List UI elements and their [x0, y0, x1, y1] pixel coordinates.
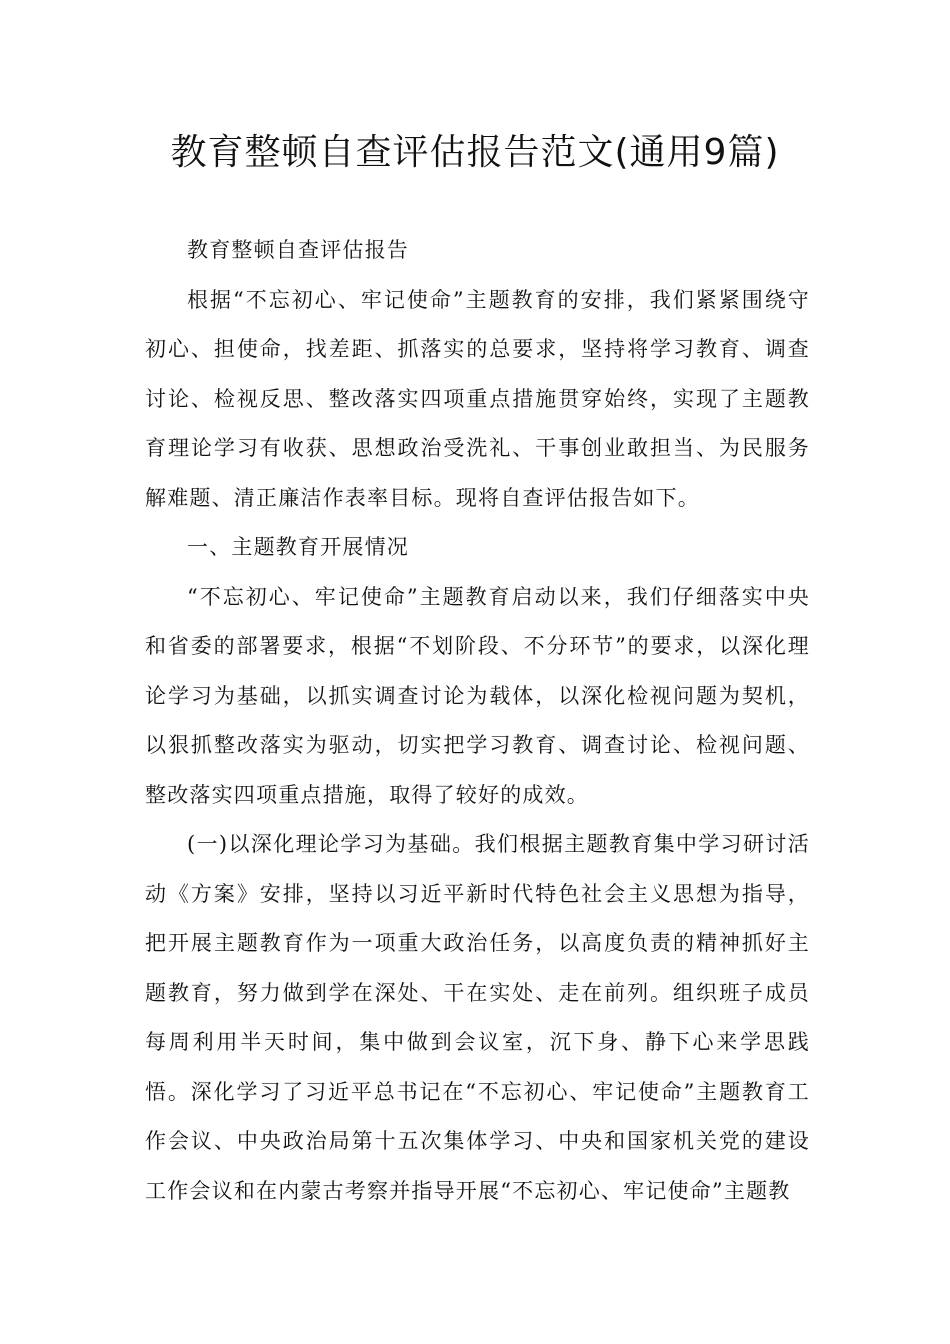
paragraph-theory-study: (一)以深化理论学习为基础。我们根据主题教育集中学习研讨活动《方案》安排，坚持以习近平新时代特色社会主义思想为指导，把开展主题教育作为一项重大政治任务，以高度负责的精神抓好主题教育，努力做到学在深处、干在实处、走在前列。组织班子成员每周利用半天时间，集中做到会议室，沉下身、静下心来学思践悟。深化学习了习近平总书记在“不忘初心、牢记使命”主题教育工作会议、中央政治局第十五次集体学习、中央和国家机关党的建设工作会议和在内蒙古考察并指导开展“不忘初心、牢记使命”主题教 [145, 832, 810, 1203]
document-title: 教育整顿自查评估报告范文(通用9篇) [170, 132, 780, 173]
paragraph-intro: 根据“不忘初心、牢记使命”主题教育的安排，我们紧紧围绕守初心、担使命，找差距、抓落实的总要求，坚持将学习教育、调查讨论、检视反思、整改落实四项重点措施贯穿始终，实现了主题教育理论学习有收获、思想政治受洗礼、干事创业敢担当、为民服务解难题、清正廉洁作表率目标。现将自查评估报告如下。 [145, 287, 810, 510]
paragraph-overview: “不忘初心、牢记使命”主题教育启动以来，我们仔细落实中央和省委的部署要求，根据“不划阶段、不分环节”的要求，以深化理论学习为基础，以抓实调查讨论为载体，以深化检视问题为契机，以狠抓整改落实为驱动，切实把学习教育、调查讨论、检视问题、整改落实四项重点措施，取得了较好的成效。 [145, 584, 810, 807]
section-heading-1: 一、主题教育开展情况 [187, 535, 409, 559]
document-body [145, 226, 810, 1216]
section-heading-report: 教育整顿自查评估报告 [187, 238, 409, 262]
